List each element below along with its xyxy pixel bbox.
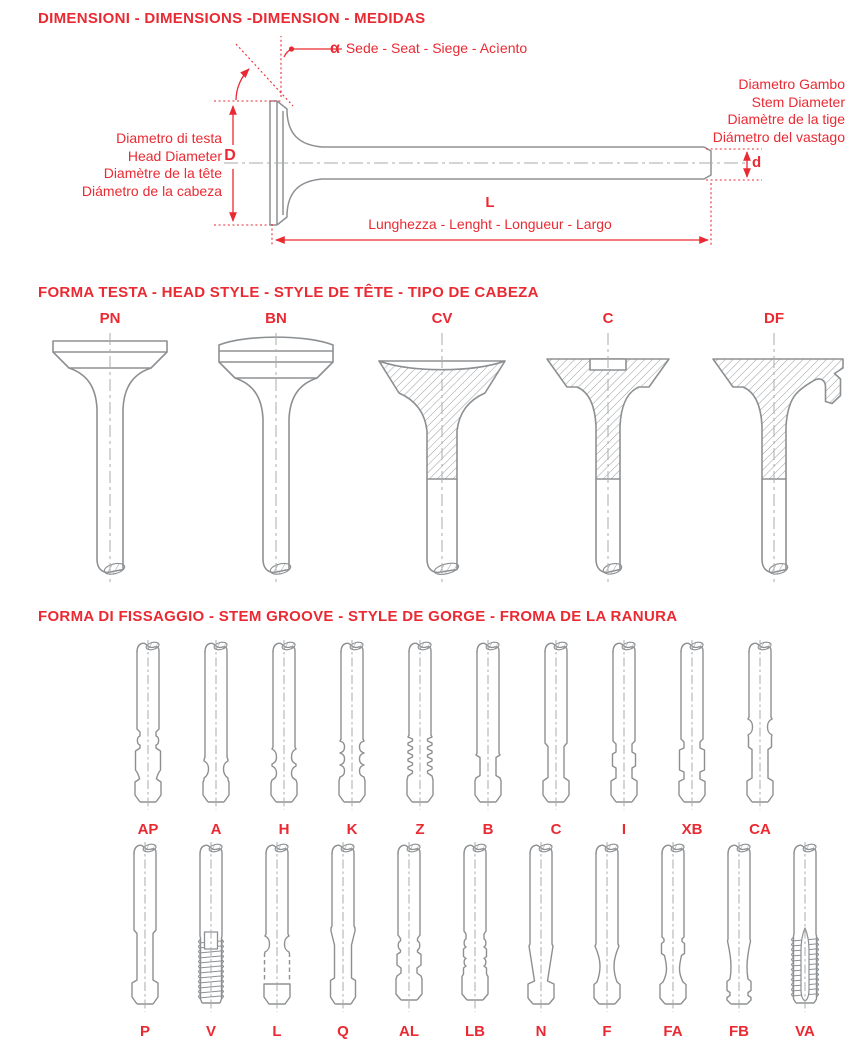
stem-groove-art-FB	[715, 842, 763, 1019]
head-style-art-C	[533, 331, 683, 593]
stem-groove-figure	[517, 842, 565, 1040]
stem-drawing-C	[532, 640, 580, 812]
head-diameter-symbol: D	[224, 147, 236, 164]
stem-diameter-line: Stem Diameter	[751, 93, 845, 110]
stem-groove-art-LB	[451, 842, 499, 1019]
head-style-code: PN	[99, 310, 121, 327]
head-style-figure	[35, 310, 185, 593]
stem-drawing-CA	[736, 640, 784, 812]
stem-groove-code: B	[482, 821, 494, 838]
stem-groove-code: I	[621, 821, 627, 838]
stem-drawing-Z	[396, 640, 444, 812]
head-style-figure	[699, 310, 849, 593]
stem-groove-code: AL	[399, 1023, 419, 1040]
stem-groove-art-VA	[781, 842, 829, 1019]
stem-drawing-L	[253, 842, 301, 1014]
stem-drawing-P	[121, 842, 169, 1014]
stem-groove-art-FA	[649, 842, 697, 1019]
head-diameter-label	[40, 130, 222, 200]
head-diameter-line: Diamètre de la tête	[103, 165, 222, 181]
head-style-figure	[201, 310, 351, 593]
stem-groove-art-XB	[668, 640, 716, 817]
dimensions-title: DIMENSIONI - DIMENSIONS -DIMENSION - MEDIDAS	[38, 10, 426, 27]
stem-drawing-B	[464, 640, 512, 812]
stem-groove-code: F	[602, 1023, 612, 1040]
stem-groove-figure	[192, 640, 240, 838]
stem-groove-code: FB	[729, 1023, 749, 1040]
stem-groove-figure	[328, 640, 376, 838]
stem-drawing-N	[517, 842, 565, 1014]
stem-groove-code: CA	[749, 821, 771, 838]
stem-groove-row-1	[124, 640, 784, 838]
stem-groove-code: H	[278, 821, 290, 838]
stem-groove-art-L	[253, 842, 301, 1019]
seat-leader-dot	[289, 46, 294, 51]
stem-drawing-AL	[385, 842, 433, 1014]
stem-groove-code: A	[210, 821, 222, 838]
stem-groove-figure	[187, 842, 235, 1040]
head-style-drawing-C	[533, 331, 683, 588]
head-style-code: C	[602, 310, 614, 327]
stem-groove-figure	[532, 640, 580, 838]
stem-drawing-H	[260, 640, 308, 812]
stem-groove-art-V	[187, 842, 235, 1019]
stem-groove-art-N	[517, 842, 565, 1019]
stem-groove-art-AP	[124, 640, 172, 817]
stem-groove-figure	[715, 842, 763, 1040]
head-style-title: FORMA TESTA - HEAD STYLE - STYLE DE TÊTE - TIPO DE CABEZA	[38, 284, 539, 301]
stem-drawing-LB	[451, 842, 499, 1014]
stem-groove-figure	[649, 842, 697, 1040]
stem-groove-figure	[260, 640, 308, 838]
stem-groove-figure	[583, 842, 631, 1040]
stem-groove-code: P	[139, 1023, 150, 1040]
stem-diameter-symbol: d	[752, 154, 762, 171]
stem-groove-figure	[451, 842, 499, 1040]
stem-groove-code: FA	[663, 1023, 683, 1040]
stem-groove-art-Q	[319, 842, 367, 1019]
head-style-drawing-CV	[367, 331, 517, 588]
head-style-drawing-BN	[201, 331, 351, 588]
stem-groove-figure	[781, 842, 829, 1040]
stem-diameter-line: Diámetro del vastago	[712, 128, 845, 145]
stem-groove-figure	[668, 640, 716, 838]
head-style-code: BN	[265, 310, 287, 327]
stem-groove-art-Z	[396, 640, 444, 817]
seat-label-text: Sede - Seat - Siege - Acìento	[345, 40, 528, 56]
stem-groove-code: AP	[137, 821, 159, 838]
head-style-art-PN	[35, 331, 185, 593]
stem-groove-art-H	[260, 640, 308, 817]
seat-angle-label	[330, 40, 527, 58]
stem-groove-code: L	[272, 1023, 282, 1040]
stem-groove-code: XB	[681, 821, 703, 838]
stem-drawing-XB	[668, 640, 716, 812]
head-diameter-line: Diámetro de la cabeza	[81, 182, 222, 199]
stem-groove-code: N	[535, 1023, 547, 1040]
stem-groove-title: FORMA DI FISSAGGIO - STEM GROOVE - STYLE DE GORGE - FROMA DE LA RANURA	[38, 608, 678, 625]
stem-drawing-I	[600, 640, 648, 812]
stem-drawing-A	[192, 640, 240, 812]
stem-groove-art-AL	[385, 842, 433, 1019]
stem-diameter-line: Diametro Gambo	[738, 76, 845, 92]
stem-drawing-FB	[715, 842, 763, 1014]
stem-groove-art-B	[464, 640, 512, 817]
length-symbol: L	[485, 194, 495, 211]
head-style-code: DF	[764, 310, 784, 327]
stem-groove-art-CA	[736, 640, 784, 817]
length-label: Lunghezza - Lenght - Longueur - Largo	[368, 216, 612, 232]
stem-groove-art-F	[583, 842, 631, 1019]
alpha-symbol: α	[330, 40, 340, 57]
stem-groove-figure	[253, 842, 301, 1040]
stem-drawing-VA	[781, 842, 829, 1014]
stem-groove-art-A	[192, 640, 240, 817]
stem-groove-figure	[736, 640, 784, 838]
stem-groove-code: LB	[465, 1023, 485, 1040]
stem-groove-row-2	[121, 842, 829, 1040]
stem-groove-code: VA	[795, 1023, 815, 1040]
seat-angle-arc	[236, 69, 249, 100]
stem-groove-art-K	[328, 640, 376, 817]
stem-drawing-FA	[649, 842, 697, 1014]
head-diameter-line: Diametro di testa	[116, 130, 222, 146]
stem-groove-code: Z	[415, 821, 425, 838]
stem-groove-figure	[121, 842, 169, 1040]
stem-groove-figure	[124, 640, 172, 838]
stem-drawing-V	[187, 842, 235, 1014]
stem-drawing-AP	[124, 640, 172, 812]
stem-groove-code: K	[346, 821, 358, 838]
stem-drawing-F	[583, 842, 631, 1014]
stem-groove-art-I	[600, 640, 648, 817]
stem-groove-art-C	[532, 640, 580, 817]
stem-groove-figure	[600, 640, 648, 838]
stem-groove-code: C	[550, 821, 562, 838]
stem-drawing-Q	[319, 842, 367, 1014]
head-style-art-CV	[367, 331, 517, 593]
stem-diameter-label	[640, 76, 845, 146]
head-style-figure	[367, 310, 517, 593]
head-style-figure	[533, 310, 683, 593]
stem-groove-code: Q	[337, 1023, 349, 1040]
head-style-art-BN	[201, 331, 351, 593]
stem-groove-figure	[464, 640, 512, 838]
head-style-art-DF	[699, 331, 849, 593]
head-style-row	[35, 310, 849, 593]
head-style-code: CV	[431, 310, 453, 327]
head-style-drawing-DF	[699, 331, 849, 588]
stem-groove-art-P	[121, 842, 169, 1019]
stem-diameter-line: Diamètre de la tige	[727, 111, 845, 127]
stem-groove-code: V	[205, 1023, 216, 1040]
stem-groove-figure	[385, 842, 433, 1040]
stem-groove-figure	[319, 842, 367, 1040]
stem-groove-figure	[396, 640, 444, 838]
stem-drawing-K	[328, 640, 376, 812]
head-diameter-line: Head Diameter	[127, 147, 222, 164]
head-style-drawing-PN	[35, 331, 185, 588]
